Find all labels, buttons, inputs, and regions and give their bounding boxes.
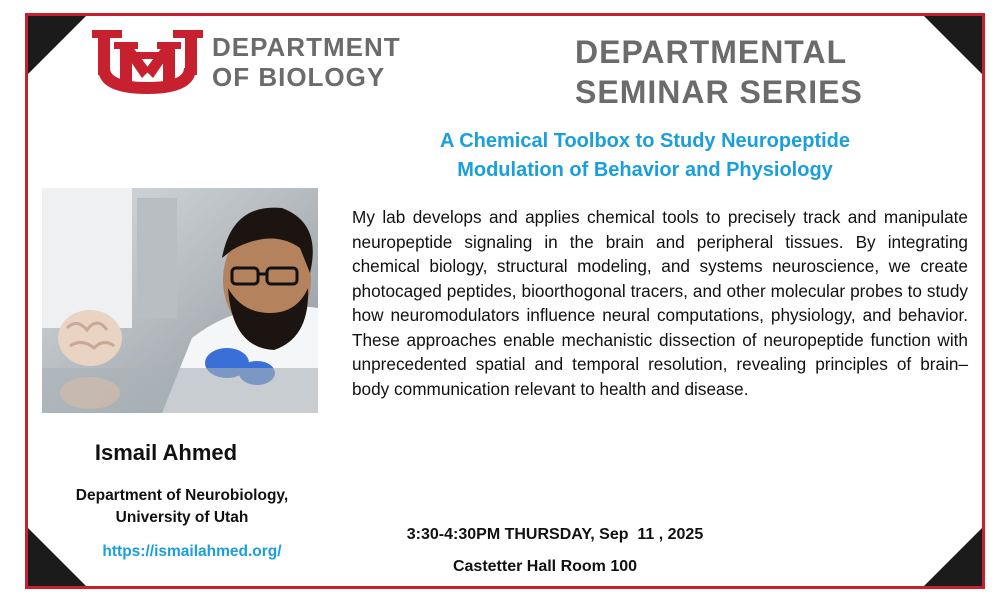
seminar-series-heading (575, 32, 863, 112)
speaker-name: Ismail Ahmed (94, 440, 238, 465)
affiliation-line-1: Department of Neurobiology, (75, 487, 289, 504)
event-location: Castetter Hall Room 100 (452, 558, 638, 575)
corner-decoration (924, 16, 982, 74)
corner-decoration (28, 16, 86, 74)
series-line-2: SEMINAR SERIES (575, 74, 863, 110)
speaker-photo (42, 188, 318, 413)
event-time: 3:30-4:30PM THURSDAY, Sep 11 , 2025 (406, 526, 704, 543)
talk-title-line-1: A Chemical Toolbox to Study Neuropeptide (439, 130, 851, 152)
department-line-2: OF BIOLOGY (212, 62, 386, 92)
talk-title-line-2: Modulation of Behavior and Physiology (457, 159, 833, 181)
department-name (212, 32, 401, 92)
speaker-website-link[interactable]: https://ismailahmed.org/ (102, 543, 282, 560)
series-line-1: DEPARTMENTAL (575, 34, 848, 70)
speaker-affiliation (42, 485, 322, 529)
affiliation-line-2: University of Utah (115, 509, 249, 526)
unm-logo (90, 28, 205, 98)
department-line-1: DEPARTMENT (212, 32, 401, 62)
talk-title (400, 127, 890, 185)
corner-decoration (924, 528, 982, 586)
talk-abstract: My lab develops and applies chemical tools to precisely track and manipulate neuropeptide signaling in the brain and peripheral tissues. By integrating chemical biology, structural modeling, and systems neuroscience, we create photocaged peptides, bioorthogonal tracers, and other molecular probes to study how neuromodulators influence neural computations, physiology, and behavior. These approaches enable mechanistic dissection of neuropeptide function with unprecedented spatial and temporal resolution, revealing principles of brain–body communication relevant to health and disease. (352, 207, 968, 399)
